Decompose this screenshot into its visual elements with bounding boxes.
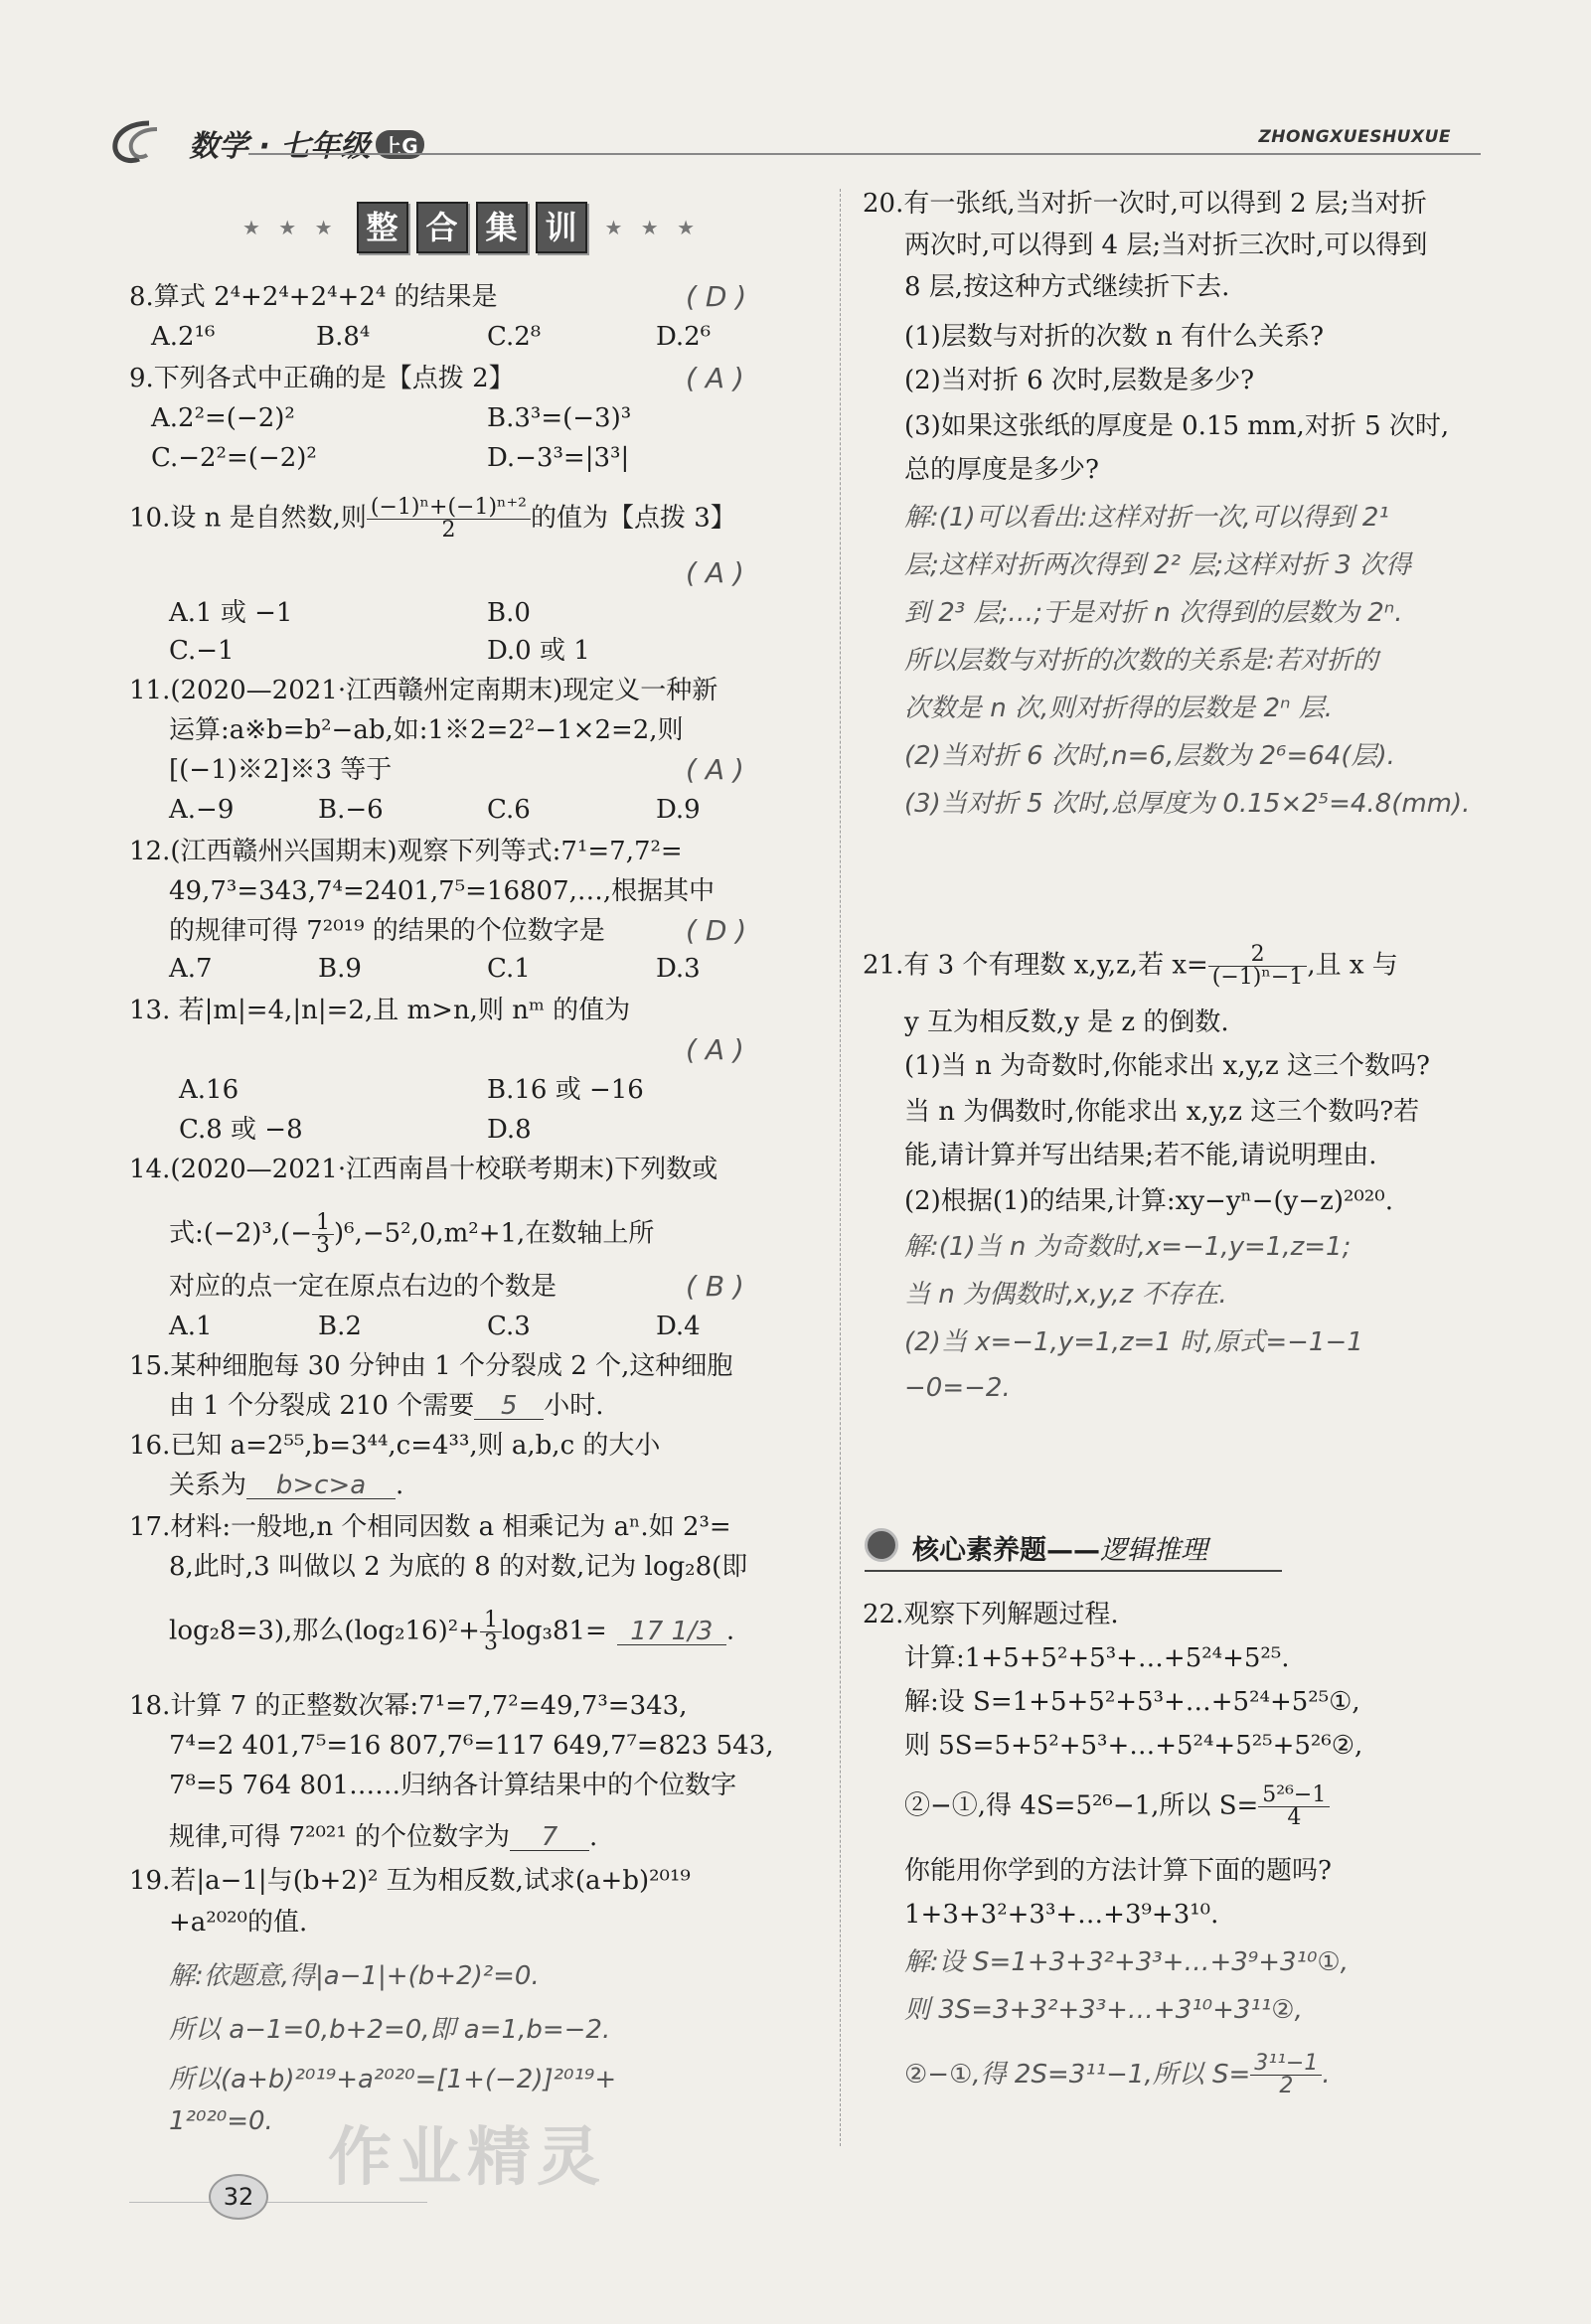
q10-option: B.0 bbox=[487, 598, 531, 628]
q8-answer: ( D ) bbox=[686, 280, 747, 313]
q22-line: 22.观察下列解题过程. bbox=[863, 1600, 1119, 1629]
frac-num: 5²⁶−1 bbox=[1258, 1784, 1330, 1807]
frac-den: 3 bbox=[316, 1233, 330, 1258]
q17-end: . bbox=[725, 1616, 735, 1646]
q22-solution: 则 3S=3+3²+3³+…+3¹⁰+3¹¹②, bbox=[904, 1995, 1303, 2025]
q17-blank: 17 1/3 bbox=[617, 1619, 726, 1645]
q20-solution: (2)当对折 6 次时,n=6,层数为 2⁶=64(层). bbox=[904, 741, 1395, 771]
frac-den: (−1)ⁿ−1 bbox=[1211, 965, 1304, 990]
q19-solution: 所以(a+b)²⁰¹⁹+a²⁰²⁰=[1+(−2)]²⁰¹⁹+ bbox=[169, 2065, 617, 2094]
frac-num: (−1)ⁿ+(−1)ⁿ⁺² bbox=[367, 497, 531, 520]
q11-option: D.9 bbox=[656, 795, 701, 825]
q21-line: y 互为相反数,y 是 z 的倒数. bbox=[904, 1007, 1229, 1037]
q16-line bbox=[169, 1472, 403, 1499]
q11-line: 运算:a※b=b²−ab,如:1※2=2²−1×2=2,则 bbox=[169, 715, 684, 745]
q8-option: D.2⁶ bbox=[656, 322, 712, 352]
page-header bbox=[109, 117, 1481, 167]
core-title-main: 核心素养题 bbox=[912, 1535, 1046, 1566]
q20-line: 总的厚度是多少? bbox=[904, 455, 1099, 485]
q17-line: 17.材料:一般地,n 个相同因数 a 相乘记为 aⁿ.如 2³= bbox=[129, 1512, 731, 1542]
q21-line bbox=[863, 944, 1398, 989]
title-char: 合 bbox=[416, 202, 468, 253]
page-number: 32 bbox=[209, 2174, 268, 2220]
q13-option: D.8 bbox=[487, 1115, 532, 1145]
q10-stem bbox=[129, 497, 736, 542]
q16-blank: b>c>a bbox=[246, 1472, 396, 1499]
q21-line: 当 n 为偶数时,你能求出 x,y,z 这三个数吗?若 bbox=[904, 1097, 1420, 1127]
q12-line: 的规律可得 7²⁰¹⁹ 的结果的个位数字是 bbox=[169, 916, 605, 946]
q22-line bbox=[904, 1784, 1330, 1829]
q13-stem: 13. 若|m|=4,|n|=2,且 m>n,则 nᵐ 的值为 bbox=[129, 996, 631, 1025]
q12-answer: ( D ) bbox=[686, 914, 747, 947]
q22-line: 计算:1+5+5²+5³+…+5²⁴+5²⁵. bbox=[904, 1643, 1290, 1673]
stars-right: ★ ★ ★ bbox=[604, 216, 702, 239]
q20-line: 8 层,按这种方式继续折下去. bbox=[904, 272, 1230, 302]
q14-line bbox=[169, 1212, 654, 1257]
frac-den: 4 bbox=[1287, 1805, 1302, 1830]
q14-answer: ( B ) bbox=[686, 1270, 744, 1303]
frac-num: 3¹¹−1 bbox=[1250, 2053, 1322, 2076]
q17-fraction bbox=[480, 1610, 502, 1654]
q11-line: [(−1)※2]※3 等于 bbox=[169, 755, 393, 785]
q12-option: A.7 bbox=[169, 954, 213, 984]
q22-end: . bbox=[1322, 2060, 1331, 2090]
q18-line: 18.计算 7 的正整数次幂:7¹=7,7²=49,7³=343, bbox=[129, 1691, 688, 1721]
q15-text: 由 1 个分裂成 210 个需要 bbox=[169, 1391, 475, 1421]
q10-option: A.1 或 −1 bbox=[169, 598, 293, 628]
q13-option: B.16 或 −16 bbox=[487, 1075, 644, 1105]
q21-solution: −0=−2. bbox=[904, 1373, 1011, 1403]
q17-text: log₃81= bbox=[501, 1616, 607, 1646]
q9-answer: ( A ) bbox=[686, 362, 744, 394]
brand-text: ZHONGXUESHUXUE bbox=[1258, 127, 1451, 147]
q8-stem: 8.算式 2⁴+2⁴+2⁴+2⁴ 的结果是 bbox=[129, 282, 498, 312]
q10-answer: ( A ) bbox=[686, 556, 744, 589]
q16-line: 16.已知 a=2⁵⁵,b=3⁴⁴,c=4³³,则 a,b,c 的大小 bbox=[129, 1431, 661, 1461]
q20-solution: 次数是 n 次,则对折得的层数是 2ⁿ 层. bbox=[904, 694, 1333, 723]
core-title-dash: —— bbox=[1046, 1535, 1100, 1566]
q10-prefix: 10.设 n 是自然数,则 bbox=[129, 503, 367, 534]
q22-line: 1+3+3²+3³+…+3⁹+3¹⁰. bbox=[904, 1900, 1219, 1930]
q14-text: )⁶,−5²,0,m²+1,在数轴上所 bbox=[334, 1218, 655, 1249]
q21-solution: (2)当 x=−1,y=1,z=1 时,原式=−1−1 bbox=[904, 1327, 1363, 1357]
q9-stem: 9.下列各式中正确的是【点拨 2】 bbox=[129, 364, 515, 393]
q8-option: B.8⁴ bbox=[316, 322, 371, 352]
frac-den: 2 bbox=[441, 518, 456, 542]
q10-option: C.−1 bbox=[169, 636, 235, 666]
q21-line: (2)根据(1)的结果,计算:xy−yⁿ−(y−z)²⁰²⁰. bbox=[904, 1186, 1393, 1216]
q14-option: D.4 bbox=[656, 1312, 701, 1341]
frac-num: 2 bbox=[1208, 944, 1308, 967]
core-title-sub: 逻辑推理 bbox=[1100, 1535, 1207, 1566]
frac-num: 1 bbox=[480, 1610, 502, 1632]
q11-option: C.6 bbox=[487, 795, 531, 825]
q20-line: (1)层数与对折的次数 n 有什么关系? bbox=[904, 322, 1325, 352]
q11-line: 11.(2020—2021·江西赣州定南期末)现定义一种新 bbox=[129, 676, 718, 705]
q15-line: 15.某种细胞每 30 分钟由 1 个分裂成 2 个,这种细胞 bbox=[129, 1351, 733, 1381]
q10-fraction bbox=[367, 497, 531, 542]
frac-den: 3 bbox=[483, 1630, 498, 1655]
q20-solution: 所以层数与对折的次数的关系是:若对折的 bbox=[904, 646, 1378, 676]
q12-option: B.9 bbox=[318, 954, 362, 984]
q22-line: 解:设 S=1+5+5²+5³+…+5²⁴+5²⁵①, bbox=[904, 1687, 1360, 1717]
q16-text: 关系为 bbox=[169, 1471, 247, 1500]
q17-line bbox=[169, 1610, 734, 1654]
q19-line: +a²⁰²⁰的值. bbox=[169, 1908, 308, 1937]
q14-line: 14.(2020—2021·江西南昌十校联考期末)下列数或 bbox=[129, 1155, 718, 1184]
section-title bbox=[229, 199, 715, 256]
q19-line: 19.若|a−1|与(b+2)² 互为相反数,试求(a+b)²⁰¹⁹ bbox=[129, 1866, 691, 1896]
stars-left: ★ ★ ★ bbox=[242, 216, 339, 239]
q17-line: 8,此时,3 叫做以 2 为底的 8 的对数,记为 log₂8(即 bbox=[169, 1552, 748, 1582]
q13-answer: ( A ) bbox=[686, 1033, 744, 1066]
logo-swirl-icon bbox=[109, 117, 173, 167]
q15-text: 小时. bbox=[544, 1391, 604, 1421]
q9-option: C.−2²=(−2)² bbox=[151, 443, 317, 473]
watermark: 作业精灵 bbox=[328, 2121, 606, 2195]
q14-fraction bbox=[312, 1212, 334, 1257]
q22-sol-fraction bbox=[1250, 2053, 1322, 2097]
title-char: 集 bbox=[476, 202, 528, 253]
q16-text: . bbox=[396, 1471, 404, 1500]
q15-line bbox=[169, 1393, 604, 1420]
q14-option: B.2 bbox=[318, 1312, 362, 1341]
q9-option: B.3³=(−3)³ bbox=[487, 403, 632, 433]
q21-solution: 解:(1)当 n 为奇数时,x=−1,y=1,z=1; bbox=[904, 1232, 1352, 1262]
q21-text: 21.有 3 个有理数 x,y,z,若 x= bbox=[863, 950, 1208, 981]
q9-option: A.2²=(−2)² bbox=[151, 403, 295, 433]
q12-option: C.1 bbox=[487, 954, 531, 984]
footer-rule bbox=[129, 2202, 427, 2203]
q19-solution: 解:依题意,得|a−1|+(b+2)²=0. bbox=[169, 1961, 540, 1991]
q14-text: 式:(−2)³,(− bbox=[169, 1218, 312, 1249]
q22-line: 你能用你学到的方法计算下面的题吗? bbox=[904, 1856, 1332, 1886]
q13-option: C.8 或 −8 bbox=[179, 1115, 303, 1145]
q22-line: 则 5S=5+5²+5³+…+5²⁴+5²⁵+5²⁶②, bbox=[904, 1731, 1363, 1761]
core-literacy-title bbox=[865, 1520, 1282, 1572]
q11-option: A.−9 bbox=[169, 795, 235, 825]
q20-line: (3)如果这张纸的厚度是 0.15 mm,对折 5 次时, bbox=[904, 411, 1450, 441]
q20-line: 两次时,可以得到 4 层;当对折三次时,可以得到 bbox=[904, 231, 1428, 260]
q20-solution: 解:(1)可以看出:这样对折一次,可以得到 2¹ bbox=[904, 503, 1389, 533]
q20-solution: (3)当对折 5 次时,总厚度为 0.15×2⁵=4.8(mm). bbox=[904, 789, 1471, 819]
q22-sol-text: ②−①,得 2S=3¹¹−1,所以 S= bbox=[904, 2060, 1251, 2090]
q14-option: C.3 bbox=[487, 1312, 531, 1341]
title-char: 训 bbox=[536, 202, 587, 253]
q12-option: D.3 bbox=[656, 954, 701, 984]
q13-option: A.16 bbox=[179, 1075, 239, 1105]
heart-badge-icon bbox=[865, 1528, 898, 1562]
q19-solution: 1²⁰²⁰=0. bbox=[169, 2106, 273, 2136]
header-rule bbox=[248, 153, 1481, 155]
core-title-text bbox=[912, 1528, 1207, 1567]
q12-line: 12.(江西赣州兴国期末)观察下列等式:7¹=7,7²= bbox=[129, 837, 683, 866]
q18-text: 规律,可得 7²⁰²¹ 的个位数字为 bbox=[169, 1822, 511, 1852]
q22-solution bbox=[904, 2053, 1331, 2097]
q21-line: (1)当 n 为奇数时,你能求出 x,y,z 这三个数吗? bbox=[904, 1051, 1430, 1081]
q19-solution: 所以 a−1=0,b+2=0,即 a=1,b=−2. bbox=[169, 2015, 611, 2045]
q21-fraction bbox=[1208, 944, 1308, 989]
q22-fraction bbox=[1258, 1784, 1330, 1829]
q18-line bbox=[169, 1824, 597, 1851]
volume-badge: 上G bbox=[376, 130, 423, 159]
q14-line: 对应的点一定在原点右边的个数是 bbox=[169, 1272, 557, 1302]
q10-option: D.0 或 1 bbox=[487, 636, 590, 666]
q17-text: log₂8=3),那么(log₂16)²+ bbox=[169, 1616, 480, 1646]
title-char: 整 bbox=[357, 202, 408, 253]
q10-suffix: 的值为【点拨 3】 bbox=[530, 503, 736, 534]
q21-solution: 当 n 为偶数时,x,y,z 不存在. bbox=[904, 1280, 1227, 1310]
q18-line: 7⁴=2 401,7⁵=16 807,7⁶=117 649,7⁷=823 543, bbox=[169, 1731, 774, 1761]
q9-option: D.−3³=|3³| bbox=[487, 443, 630, 473]
frac-num: 1 bbox=[312, 1212, 334, 1235]
frac-den: 2 bbox=[1279, 2074, 1294, 2098]
book-title-text: 数学 · 七年级 bbox=[189, 129, 371, 164]
column-divider bbox=[840, 189, 841, 2146]
q12-line: 49,7³=343,7⁴=2401,7⁵=16807,…,根据其中 bbox=[169, 876, 716, 906]
q8-option: C.2⁸ bbox=[487, 322, 542, 352]
q21-line: 能,请计算并写出结果;若不能,请说明理由. bbox=[904, 1141, 1377, 1170]
q8-option: A.2¹⁶ bbox=[151, 322, 216, 352]
q11-answer: ( A ) bbox=[686, 753, 744, 786]
q18-end: . bbox=[589, 1822, 598, 1852]
q14-option: A.1 bbox=[169, 1312, 213, 1341]
q20-solution: 到 2³ 层;…;于是对折 n 次得到的层数为 2ⁿ. bbox=[904, 598, 1403, 628]
q22-solution: 解:设 S=1+3+3²+3³+…+3⁹+3¹⁰①, bbox=[904, 1947, 1349, 1977]
q22-text: ②−①,得 4S=5²⁶−1,所以 S= bbox=[904, 1790, 1259, 1821]
q20-solution: 层;这样对折两次得到 2² 层;这样对折 3 次得 bbox=[904, 550, 1412, 580]
book-title bbox=[189, 121, 424, 165]
q18-blank: 7 bbox=[510, 1824, 589, 1851]
q11-option: B.−6 bbox=[318, 795, 384, 825]
q18-line: 7⁸=5 764 801……归纳各计算结果中的个位数字 bbox=[169, 1771, 737, 1800]
q15-blank: 5 bbox=[474, 1393, 544, 1420]
q20-line: 20.有一张纸,当对折一次时,可以得到 2 层;当对折 bbox=[863, 189, 1427, 219]
q20-line: (2)当对折 6 次时,层数是多少? bbox=[904, 366, 1255, 395]
q21-text: ,且 x 与 bbox=[1307, 950, 1398, 981]
